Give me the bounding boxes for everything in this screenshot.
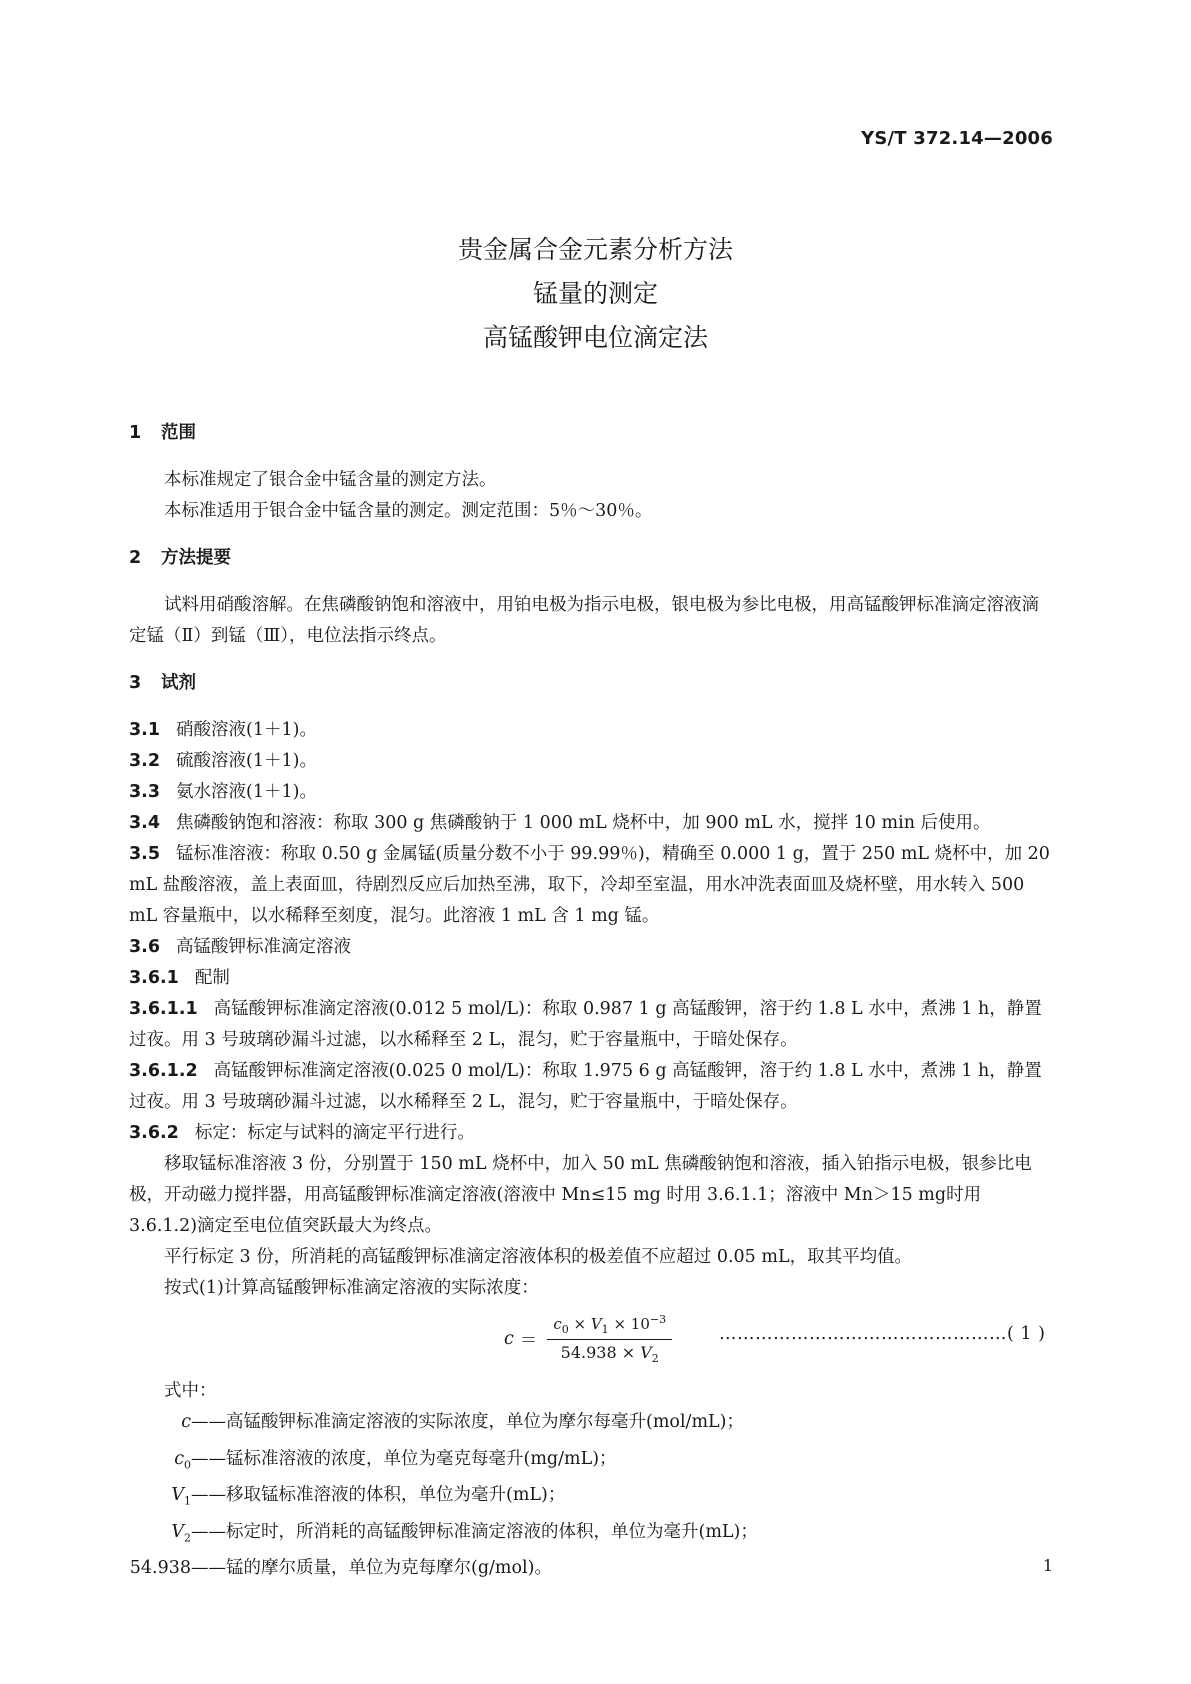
equation-number: …………………………………………( 1 ) <box>719 1324 1046 1344</box>
clause-item <box>129 932 1054 963</box>
clause-number: 3.4 <box>129 813 161 833</box>
formula-lhs: c <box>504 1329 514 1349</box>
section-title: 试剂 <box>161 673 196 693</box>
clause-item <box>129 963 1054 994</box>
clause-item <box>129 746 1054 777</box>
formula-fraction <box>547 1313 672 1365</box>
section-3-heading <box>129 668 1054 699</box>
clause-number: 3.1 <box>129 720 161 740</box>
clause-number: 3.2 <box>129 751 161 771</box>
clause-item <box>129 994 1054 1056</box>
formula-equals: ＝ <box>519 1330 538 1351</box>
paragraph: 移取锰标准溶液 3 份，分别置于 150 mL 烧杯中，加入 50 mL 焦磷酸钠饱和溶液，插入铂指示电极，银参比电极，开动磁力搅拌器，用高锰酸钾标准滴定溶液(溶液中 Mn≤15 mg 时用 3.6.1.1；溶液中 Mn＞15 mg时用 3.6.1.2)滴定至电位值突跃最大为终点。 <box>129 1154 1032 1236</box>
standard-code: YS/T 372.14—2006 <box>861 128 1053 149</box>
paragraph: 试料用硝酸溶解。在焦磷酸钠饱和溶液中，用铂电极为指示电极，银电极为参比电极，用高锰酸钾标准滴定溶液滴定锰（Ⅱ）到锰（Ⅲ），电位法指示终点。 <box>129 595 1039 646</box>
definition-item: c——高锰酸钾标准滴定溶液的实际浓度，单位为摩尔每毫升(mol/mL)； <box>181 1412 744 1432</box>
formula-denominator: $54.938 \times V_2$ <box>560 1342 659 1366</box>
paragraph: 按式(1)计算高锰酸钾标准滴定溶液的实际浓度： <box>164 1278 539 1298</box>
clause-number: 3.6.1.2 <box>129 1061 198 1081</box>
document-title <box>0 228 1191 360</box>
document-body <box>129 418 1054 1584</box>
clause-number: 3.5 <box>129 844 161 864</box>
section-1-heading <box>129 418 1054 449</box>
definition-item: 54.938——锰的摩尔质量，单位为克每摩尔(g/mol)。 <box>129 1558 552 1578</box>
clause-text: 标定：标定与试料的滴定平行进行。 <box>194 1123 475 1143</box>
clause-item <box>129 777 1054 808</box>
formula-1 <box>129 1308 1054 1370</box>
clause-number: 3.6.1.1 <box>129 999 198 1019</box>
formula-expression <box>504 1314 672 1364</box>
clause-item <box>129 1056 1054 1118</box>
clause-item <box>129 715 1054 746</box>
page-number: 1 <box>1042 1556 1053 1575</box>
title-line-3: 高锰酸钾电位滴定法 <box>482 323 708 352</box>
section-number: 2 <box>129 548 142 568</box>
paragraph: 本标准适用于银合金中锰含量的测定。测定范围：5％～30％。 <box>164 501 653 521</box>
clause-number: 3.6.1 <box>129 968 179 988</box>
clause-number: 3.3 <box>129 782 161 802</box>
clause-item <box>129 839 1054 932</box>
definition-item: $V_2——$标定时，所消耗的高锰酸钾标准滴定溶液的体积，单位为毫升(mL)； <box>171 1521 758 1544</box>
section-title: 范围 <box>161 423 196 443</box>
clause-text: 硝酸溶液(1＋1)。 <box>176 720 317 740</box>
clause-item <box>129 1118 1054 1149</box>
clause-text: 焦磷酸钠饱和溶液：称取 300 g 焦磷酸钠于 1 000 mL 烧杯中，加 900 mL 水，搅拌 10 min 后使用。 <box>176 813 991 833</box>
definition-item: $V_1——$移取锰标准溶液的体积，单位为毫升(mL)； <box>171 1485 566 1508</box>
clause-text: 高锰酸钾标准滴定溶液 <box>176 937 352 957</box>
section-number: 3 <box>129 673 142 693</box>
paragraph: 本标准规定了银合金中锰含量的测定方法。 <box>164 470 497 490</box>
clause-text: 高锰酸钾标准滴定溶液(0.012 5 mol/L)：称取 0.987 1 g 高锰酸钾，溶于约 1.8 L 水中，煮沸 1 h，静置过夜。用 3 号玻璃砂漏斗过滤，以水稀释至 2 L，混匀，贮于容量瓶中，于暗处保存。 <box>129 999 1042 1050</box>
definitions-intro: 式中： <box>164 1381 217 1401</box>
clause-number: 3.6 <box>129 937 161 957</box>
title-line-2: 锰量的测定 <box>532 279 658 308</box>
title-line-1: 贵金属合金元素分析方法 <box>457 235 733 264</box>
clause-text: 配制 <box>194 968 230 988</box>
clause-text: 氨水溶液(1＋1)。 <box>176 782 317 802</box>
clause-item <box>129 808 1054 839</box>
section-2-heading <box>129 543 1054 574</box>
formula-numerator: $c_0 \times V_1 \times 10^{-3}$ <box>547 1313 672 1340</box>
section-title: 方法提要 <box>161 548 231 568</box>
clause-number: 3.6.2 <box>129 1123 179 1143</box>
paragraph: 平行标定 3 份，所消耗的高锰酸钾标准滴定溶液体积的极差值不应超过 0.05 mL，取其平均值。 <box>164 1247 913 1267</box>
section-number: 1 <box>129 423 142 443</box>
clause-text: 锰标准溶液：称取 0.50 g 金属锰(质量分数不小于 99.99％)，精确至 0.000 1 g，置于 250 mL 烧杯中，加 20 mL 盐酸溶液，盖上表面皿，待剧烈反应后加热至沸，取下，冷却至室温，用水冲洗表面皿及烧杯壁，用水转入 500 mL 容量瓶中，以水稀释至刻度，混匀。此溶液 1 mL 含 1 mg 锰。 <box>129 844 1050 926</box>
clause-text: 高锰酸钾标准滴定溶液(0.025 0 mol/L)：称取 1.975 6 g 高锰酸钾，溶于约 1.8 L 水中，煮沸 1 h，静置过夜。用 3 号玻璃砂漏斗过滤，以水稀释至 2 L，混匀，贮于容量瓶中，于暗处保存。 <box>129 1061 1042 1112</box>
definition-item: $c_0——$锰标准溶液的浓度，单位为毫克每毫升(mg/mL)； <box>174 1448 617 1471</box>
clause-text: 硫酸溶液(1＋1)。 <box>176 751 317 771</box>
